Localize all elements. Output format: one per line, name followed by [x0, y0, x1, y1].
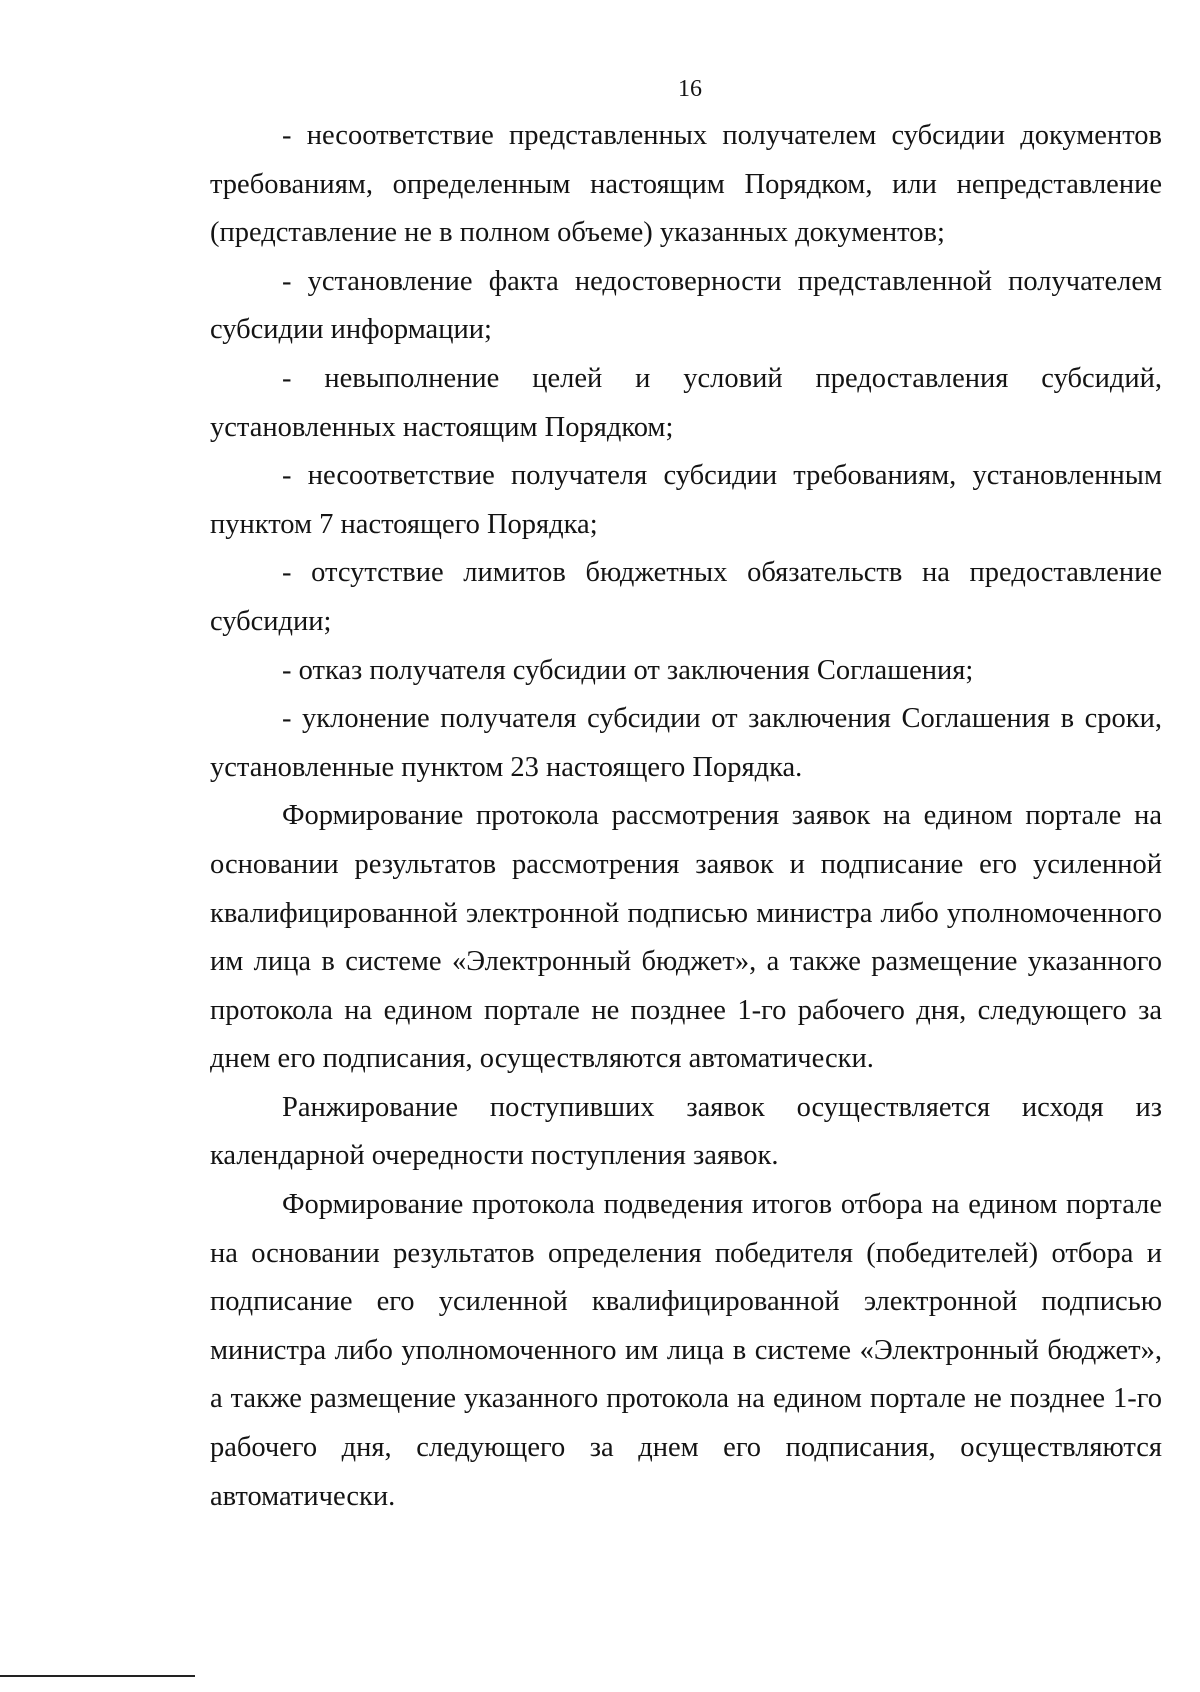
footnote-divider — [0, 1675, 195, 1677]
paragraph-false-information: - установление факта недостоверности представленной получателем субсидии информации; — [210, 265, 1162, 346]
paragraph-noncompliance-documents: - несоответствие представленных получателем субсидии документов требованиям, определенным настоящим Порядком, или непредставление (представление не в полном объеме) указанных документов; — [210, 120, 1162, 249]
paragraph-refusal-agreement: - отказ получателя субсидии от заключения Соглашения; — [282, 654, 974, 686]
paragraph-results-protocol: Формирование протокола подведения итогов отбора на едином портале на основании результатов определения победителя (победителей) отбора и подписание его усиленной квалифицированной электронной подписью министра либо уполномоченного им лица в системе «Электронный бюджет», а также размещение указанного протокола на едином портале не позднее 1-го рабочего дня, следующего за днем его подписания, осуществляются автоматически. — [210, 1189, 1162, 1512]
paragraph-review-protocol: Формирование протокола рассмотрения заявок на едином портале на основании результатов рассмотрения заявок и подписание его усиленной квалифицированной электронной подписью министра либо уполномоченного им лица в системе «Электронный бюджет», а также размещение указанного протокола на едином портале не позднее 1-го рабочего дня, следующего за днем его подписания, осуществляются автоматически. — [210, 800, 1162, 1075]
paragraph-no-budget-limits: - отсутствие лимитов бюджетных обязательств на предоставление субсидии; — [210, 557, 1162, 637]
paragraph-recipient-noncompliance: - несоответствие получателя субсидии требованиям, установленным пунктом 7 настоящего Порядка; — [210, 460, 1162, 540]
paragraph-ranking: Ранжирование поступивших заявок осуществляется исходя из календарной очередности поступления заявок. — [210, 1091, 1162, 1172]
page-number: 16 — [678, 76, 702, 102]
paragraph-evasion-agreement: - уклонение получателя субсидии от заключения Соглашения в сроки, установленные пунктом 23 настоящего Порядка. — [210, 703, 1162, 783]
paragraph-goals-not-met: - невыполнение целей и условий предоставления субсидий, установленных настоящим Порядком; — [210, 362, 1162, 443]
document-body — [210, 112, 1162, 1521]
